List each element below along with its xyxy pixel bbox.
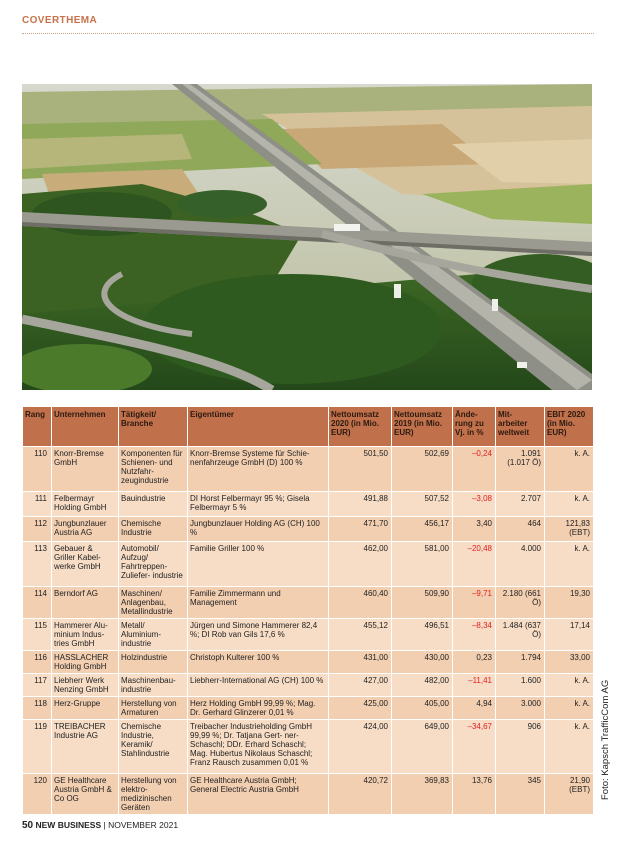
ebit-cell: 121,83 (EBT)	[545, 516, 593, 541]
revenue-2020-cell: 455,12	[329, 618, 391, 650]
rank-cell: 116	[23, 650, 51, 673]
company-cell: GE Healthcare Austria GmbH & Co OG	[52, 773, 118, 814]
table-header-row	[23, 407, 593, 446]
company-cell: Liebherr Werk Nenzing GmbH	[52, 673, 118, 696]
employees-cell: 345	[496, 773, 544, 814]
revenue-2020-cell: 427,00	[329, 673, 391, 696]
revenue-2019-cell: 369,83	[392, 773, 452, 814]
footer-separator: |	[103, 820, 106, 830]
sector-cell: Maschinen/ Anlagenbau, Metallindustrie	[119, 586, 187, 618]
ebit-cell: k. A.	[545, 719, 593, 773]
ebit-cell: 21,90 (EBT)	[545, 773, 593, 814]
company-ranking-table	[22, 407, 594, 814]
owner-cell: Jürgen und Simone Hammerer 82,4 %; DI Rob van Gils 17,6 %	[188, 618, 328, 650]
employees-cell: 1.484 (637 Ö)	[496, 618, 544, 650]
sector-cell: Herstellung von Armaturen	[119, 696, 187, 719]
table-row	[23, 446, 593, 491]
revenue-2019-cell: 482,00	[392, 673, 452, 696]
rank-cell: 117	[23, 673, 51, 696]
company-cell: TREIBACHER Industrie AG	[52, 719, 118, 773]
company-cell: Herz-Gruppe	[52, 696, 118, 719]
change-cell: –8,34	[453, 618, 495, 650]
column-header-sector: Tätigkeit/ Branche	[119, 407, 187, 446]
section-label: COVERTHEMA	[22, 15, 98, 26]
company-cell: Jungbunzlauer Austria AG	[52, 516, 118, 541]
rank-cell: 111	[23, 491, 51, 516]
change-cell: 0,23	[453, 650, 495, 673]
table-row	[23, 516, 593, 541]
employees-cell: 3.000	[496, 696, 544, 719]
ebit-cell: k. A.	[545, 541, 593, 586]
column-header-ebit: EBIT 2020 (in Mio. EUR)	[545, 407, 593, 446]
employees-cell: 1.091 (1.017 Ö)	[496, 446, 544, 491]
revenue-2020-cell: 424,00	[329, 719, 391, 773]
rank-cell: 118	[23, 696, 51, 719]
change-cell: –11,41	[453, 673, 495, 696]
rank-cell: 112	[23, 516, 51, 541]
owner-cell: Herz Holding GmbH 99,99 %; Mag. Dr. Gerhard Glinzerer 0,01 %	[188, 696, 328, 719]
ebit-cell: 17,14	[545, 618, 593, 650]
change-cell: –0,24	[453, 446, 495, 491]
owner-cell: Familie Griller 100 %	[188, 541, 328, 586]
revenue-2020-cell: 471,70	[329, 516, 391, 541]
company-cell: Felbermayr Holding GmbH	[52, 491, 118, 516]
highway-photo	[22, 84, 592, 390]
issue-date: NOVEMBER 2021	[108, 820, 179, 830]
owner-cell: Jungbunzlauer Holding AG (CH) 100 %	[188, 516, 328, 541]
column-header-revenue-2019: Nettoumsatz 2019 (in Mio. EUR)	[392, 407, 452, 446]
column-header-owner: Eigentümer	[188, 407, 328, 446]
table-row	[23, 650, 593, 673]
rank-cell: 120	[23, 773, 51, 814]
change-cell: –34,67	[453, 719, 495, 773]
change-cell: –3,08	[453, 491, 495, 516]
ebit-cell: k. A.	[545, 446, 593, 491]
header-divider	[22, 33, 594, 34]
revenue-2020-cell: 501,50	[329, 446, 391, 491]
column-header-rank: Rang	[23, 407, 51, 446]
rank-cell: 114	[23, 586, 51, 618]
revenue-2019-cell: 496,51	[392, 618, 452, 650]
owner-cell: Familie Zimmermann und Management	[188, 586, 328, 618]
rank-cell: 115	[23, 618, 51, 650]
change-cell: 13,76	[453, 773, 495, 814]
employees-cell: 464	[496, 516, 544, 541]
owner-cell: Liebherr-International AG (CH) 100 %	[188, 673, 328, 696]
revenue-2019-cell: 405,00	[392, 696, 452, 719]
company-cell: Gebauer & Griller Kabel- werke GmbH	[52, 541, 118, 586]
table-row	[23, 491, 593, 516]
rank-cell: 110	[23, 446, 51, 491]
change-cell: –20,48	[453, 541, 495, 586]
sector-cell: Maschinenbau- industrie	[119, 673, 187, 696]
revenue-2019-cell: 456,17	[392, 516, 452, 541]
magazine-name: NEW BUSINESS	[35, 820, 102, 830]
sector-cell: Herstellung von elektro- medizinischen Geräten	[119, 773, 187, 814]
revenue-2020-cell: 462,00	[329, 541, 391, 586]
owner-cell: Treibacher Industrieholding GmbH 99,99 %; Dr. Tatjana Gert- ner-Schaschl; DDr. Erhard Schaschl; Mag. Hubertus Nikolaus Schaschl; Franz Rausch zusammen 0,01 %	[188, 719, 328, 773]
table-row	[23, 673, 593, 696]
revenue-2019-cell: 502,69	[392, 446, 452, 491]
table-row	[23, 719, 593, 773]
ebit-cell: 33,00	[545, 650, 593, 673]
page-number: 50	[22, 820, 34, 831]
employees-cell: 4.000	[496, 541, 544, 586]
revenue-2020-cell: 460,40	[329, 586, 391, 618]
owner-cell: Knorr-Bremse Systeme für Schie- nenfahrzeuge GmbH (D) 100 %	[188, 446, 328, 491]
employees-cell: 906	[496, 719, 544, 773]
revenue-2020-cell: 491,88	[329, 491, 391, 516]
owner-cell: GE Healthcare Austria GmbH; General Electric Austria GmbH	[188, 773, 328, 814]
revenue-2019-cell: 509,90	[392, 586, 452, 618]
table-row	[23, 618, 593, 650]
employees-cell: 1.600	[496, 673, 544, 696]
change-cell: –9,71	[453, 586, 495, 618]
change-cell: 4,94	[453, 696, 495, 719]
column-header-company: Unternehmen	[52, 407, 118, 446]
revenue-2019-cell: 581,00	[392, 541, 452, 586]
sector-cell: Metall/ Aluminium- industrie	[119, 618, 187, 650]
owner-cell: Christoph Kulterer 100 %	[188, 650, 328, 673]
owner-cell: DI Horst Felbermayr 95 %; Gisela Felbermayr 5 %	[188, 491, 328, 516]
table-row	[23, 696, 593, 719]
photo-credit: Foto: Kapsch TrafficCom AG	[600, 679, 611, 800]
rank-cell: 113	[23, 541, 51, 586]
employees-cell: 1.794	[496, 650, 544, 673]
company-cell: Berndorf AG	[52, 586, 118, 618]
column-header-employees: Mit- arbeiter weltweit	[496, 407, 544, 446]
ebit-cell: k. A.	[545, 491, 593, 516]
company-cell: HASSLACHER Holding GmbH	[52, 650, 118, 673]
revenue-2019-cell: 430,00	[392, 650, 452, 673]
table-row	[23, 773, 593, 814]
revenue-2020-cell: 431,00	[329, 650, 391, 673]
ebit-cell: 19,30	[545, 586, 593, 618]
table-row	[23, 541, 593, 586]
sector-cell: Automobil/ Aufzug/ Fahrtreppen- Zuliefer- industrie	[119, 541, 187, 586]
revenue-2019-cell: 649,00	[392, 719, 452, 773]
page-footer	[22, 820, 178, 831]
change-cell: 3,40	[453, 516, 495, 541]
revenue-2019-cell: 507,52	[392, 491, 452, 516]
sector-cell: Holzindustrie	[119, 650, 187, 673]
revenue-2020-cell: 425,00	[329, 696, 391, 719]
sector-cell: Chemische Industrie, Keramik/ Stahlindustrie	[119, 719, 187, 773]
column-header-revenue-2020: Nettoumsatz 2020 (in Mio. EUR)	[329, 407, 391, 446]
sector-cell: Komponenten für Schienen- und Nutzfahr- zeugindustrie	[119, 446, 187, 491]
rank-cell: 119	[23, 719, 51, 773]
company-cell: Hammerer Alu- minium Indus- tries GmbH	[52, 618, 118, 650]
ebit-cell: k. A.	[545, 673, 593, 696]
revenue-2020-cell: 420,72	[329, 773, 391, 814]
column-header-change: Ände- rung zu Vj. in %	[453, 407, 495, 446]
sector-cell: Bauindustrie	[119, 491, 187, 516]
sector-cell: Chemische Industrie	[119, 516, 187, 541]
employees-cell: 2.707	[496, 491, 544, 516]
table-row	[23, 586, 593, 618]
company-cell: Knorr-Bremse GmbH	[52, 446, 118, 491]
ebit-cell: k. A.	[545, 696, 593, 719]
employees-cell: 2.180 (661 Ö)	[496, 586, 544, 618]
